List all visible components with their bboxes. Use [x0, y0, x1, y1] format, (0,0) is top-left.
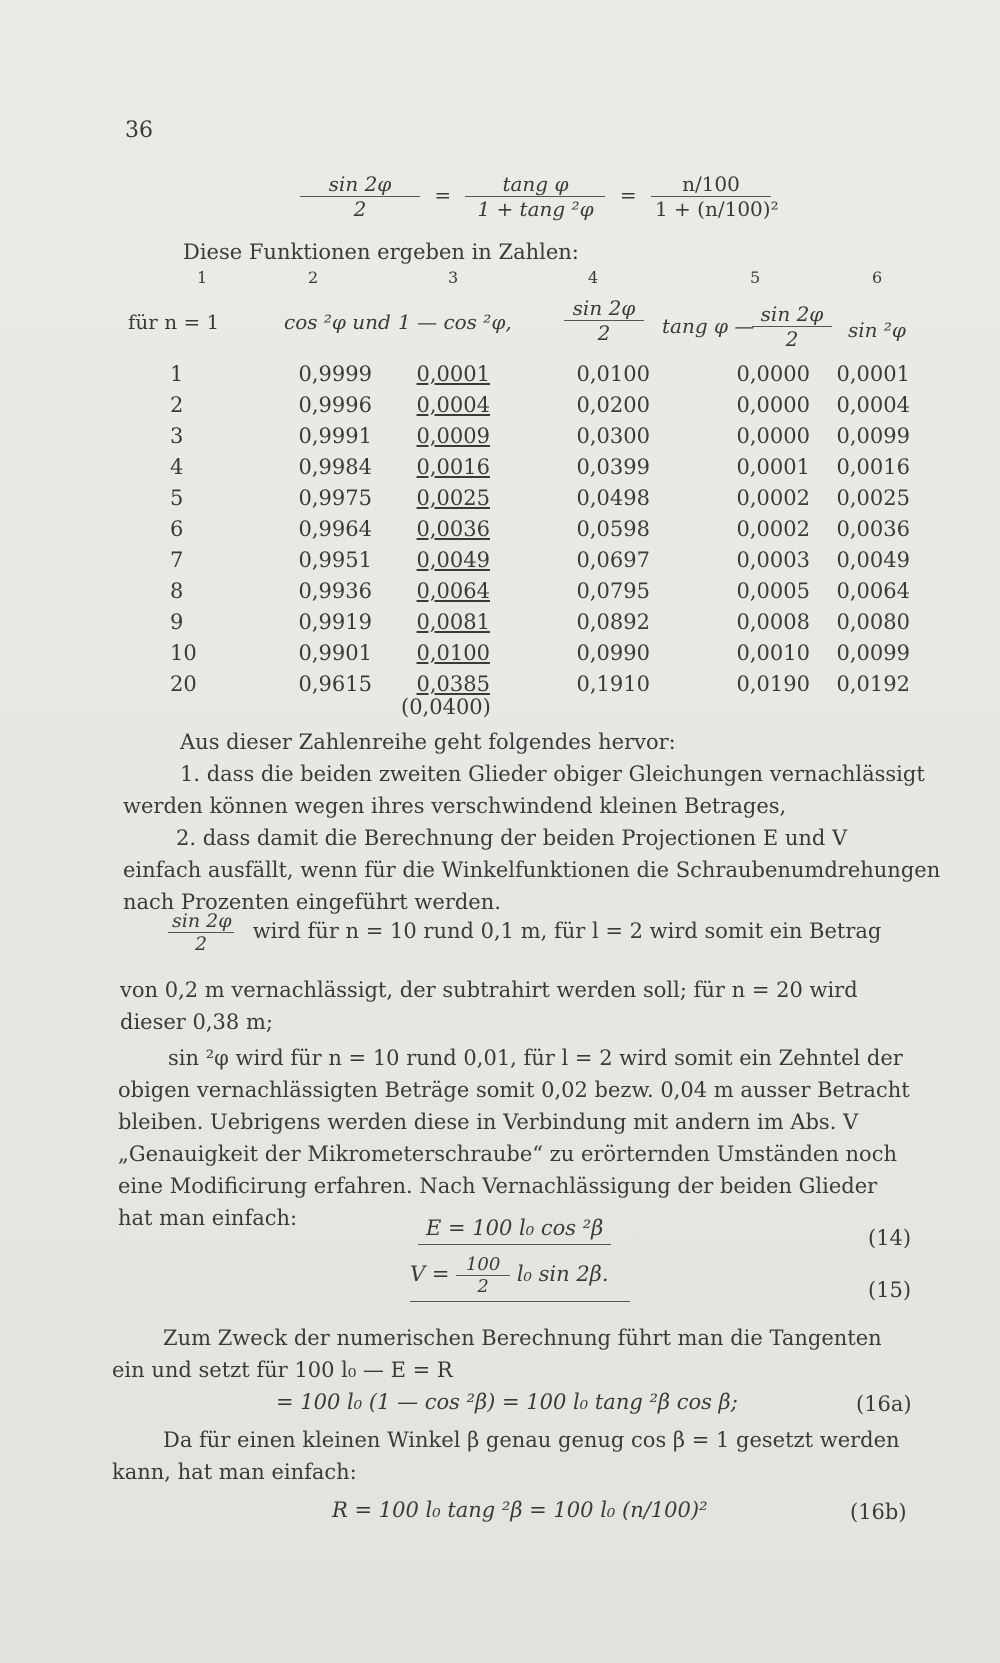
- table-cell: 0,0200: [576, 392, 650, 417]
- col-number-4: 4: [588, 268, 599, 287]
- table-row: [170, 637, 910, 668]
- table-cell: 0,0064: [836, 578, 910, 603]
- table-cell: 20: [170, 671, 197, 696]
- equation-16b-number: (16b): [850, 1500, 907, 1524]
- para-4-line-4: „Genauigkeit der Mikrometerschraube“ zu erörternden Umständen noch: [118, 1142, 897, 1166]
- para-6-line-1: Da für einen kleinen Winkel β genau genug cos β = 1 gesetzt werden: [163, 1428, 900, 1452]
- table-cell: 0,0036: [836, 516, 910, 541]
- table-row: [170, 482, 910, 513]
- table-cell: 0,0049: [416, 547, 490, 572]
- table-cell: 10: [170, 640, 197, 665]
- table-cell: 0,0598: [576, 516, 650, 541]
- table-cell: 0,9964: [298, 516, 372, 541]
- table-row: [170, 420, 910, 451]
- table-cell: 0,0002: [736, 516, 810, 541]
- fraction-tang: $\frac{\text{tang φ}}{\text{1 + tang ²φ}}$: [465, 172, 605, 221]
- table-cell: 0,0000: [736, 392, 810, 417]
- table-cell: 0,0009: [416, 423, 490, 448]
- table-cell: 0,0001: [836, 361, 910, 386]
- table-cell: 0,0000: [736, 361, 810, 386]
- table-cell: 0,9936: [298, 578, 372, 603]
- para-3-line-1: $\frac{\sin 2\varphi}{2}$ wird für n = 10 rund 0,1 m, für l = 2 wird somit ein Betrag: [168, 910, 881, 955]
- para-4-line-1: sin ²φ wird für n = 10 rund 0,01, für l = 2 wird somit ein Zehntel der: [168, 1046, 903, 1070]
- header-fuer-n: für n = 1: [128, 310, 220, 334]
- table-cell: 0,0010: [736, 640, 810, 665]
- table-cell: 0,0099: [836, 640, 910, 665]
- table-cell: 0,0399: [576, 454, 650, 479]
- table-cell: 0,9999: [298, 361, 372, 386]
- table-cell: 0,9991: [298, 423, 372, 448]
- table-cell: 0,0990: [576, 640, 650, 665]
- function-table: [170, 358, 910, 699]
- table-cell: 0,0008: [736, 609, 810, 634]
- table-cell: 0,0001: [736, 454, 810, 479]
- table-cell: 0,0001: [416, 361, 490, 386]
- table-cell: 0,9984: [298, 454, 372, 479]
- para-4-line-5: eine Modificirung erfahren. Nach Vernachlässigung der beiden Glieder: [118, 1174, 878, 1198]
- table-row: [170, 575, 910, 606]
- para-4-line-3: bleiben. Uebrigens werden diese in Verbindung mit andern im Abs. V: [118, 1110, 859, 1134]
- intro-text: Diese Funktionen ergeben in Zahlen:: [183, 240, 579, 264]
- table-cell: 4: [170, 454, 184, 479]
- table-cell: 9: [170, 609, 184, 634]
- table-cell: 1: [170, 361, 184, 386]
- header-c5-frac: $\frac{\sin 2\varphi}{2}$: [752, 302, 832, 351]
- table-cell: 0,0000: [736, 423, 810, 448]
- table-cell: 0,0100: [576, 361, 650, 386]
- table-cell: 6: [170, 516, 184, 541]
- top-equation: $\frac{\sin 2\varphi}{2}$ = $\frac{\text{tang φ}}{\text{1 + tang ²φ}}$ = $\frac{n/100}{\text{1 + (n/100)²}}$: [300, 172, 771, 221]
- table-cell: 0,0100: [416, 640, 490, 665]
- table-cell: 0,0004: [416, 392, 490, 417]
- table-cell: 0,0049: [836, 547, 910, 572]
- col-number-2: 2: [308, 268, 319, 287]
- equation-16a: = 100 l₀ (1 — cos ²β) = 100 l₀ tang ²β cos β;: [276, 1390, 738, 1414]
- table-cell: 0,9975: [298, 485, 372, 510]
- para-5-line-2: ein und setzt für 100 l₀ — E = R: [112, 1358, 453, 1382]
- table-cell: 0,9901: [298, 640, 372, 665]
- table-cell: 0,0004: [836, 392, 910, 417]
- table-cell: 0,0192: [836, 671, 910, 696]
- table-cell: 3: [170, 423, 184, 448]
- header-sin2phi-half: $\frac{\sin 2\varphi}{2}$: [564, 296, 644, 345]
- table-cell: 0,0697: [576, 547, 650, 572]
- equation-15: V = $\frac{100}{2}$ l₀ sin 2β.: [410, 1254, 630, 1302]
- col-number-1: 1: [197, 268, 208, 287]
- fraction-sin2phi-2: $\frac{\sin 2\varphi}{2}$: [168, 910, 234, 955]
- equation-16a-number: (16a): [856, 1392, 912, 1416]
- table-row: [170, 544, 910, 575]
- table-row: [170, 451, 910, 482]
- table-header: [0, 296, 1000, 360]
- table-cell: 2: [170, 392, 184, 417]
- header-one-minus-cos: 1 — cos ²φ,: [398, 310, 512, 334]
- table-cell: 0,0080: [836, 609, 910, 634]
- table-row: [170, 606, 910, 637]
- page-number: 36: [125, 118, 153, 143]
- col-number-5: 5: [750, 268, 761, 287]
- table-cell: 0,9996: [298, 392, 372, 417]
- table-cell: 0,0064: [416, 578, 490, 603]
- para-5-line-1: Zum Zweck der numerischen Berechnung führt man die Tangenten: [163, 1326, 882, 1350]
- table-cell: 0,0190: [736, 671, 810, 696]
- fraction-100-2: $\frac{100}{2}$: [456, 1254, 510, 1297]
- table-cell: 0,0385: [416, 671, 490, 696]
- table-cell: 0,0036: [416, 516, 490, 541]
- table-cell: 0,0099: [836, 423, 910, 448]
- table-cell: 0,0005: [736, 578, 810, 603]
- item-2-line-2: einfach ausfällt, wenn für die Winkelfunktionen die Schraubenumdrehungen: [123, 858, 941, 882]
- table-cell: 0,0025: [416, 485, 490, 510]
- para-1: Aus dieser Zahlenreihe geht folgendes hervor:: [180, 730, 676, 754]
- table-row: [170, 668, 910, 699]
- table-cell: 0,0892: [576, 609, 650, 634]
- equation-15-number: (15): [868, 1278, 912, 1302]
- para-6-line-2: kann, hat man einfach:: [112, 1460, 357, 1484]
- col-number-6: 6: [872, 268, 883, 287]
- table-cell: 0,9951: [298, 547, 372, 572]
- para-3-line-3: dieser 0,38 m;: [120, 1010, 273, 1034]
- table-cell: 0,0300: [576, 423, 650, 448]
- table-cell: 0,0016: [416, 454, 490, 479]
- equation-14-number: (14): [868, 1226, 912, 1250]
- table-row: [170, 358, 910, 389]
- item-1-line-2: werden können wegen ihres verschwindend kleinen Betrages,: [123, 794, 787, 818]
- para-4-line-6: hat man einfach:: [118, 1206, 298, 1230]
- para-3-line-2: von 0,2 m vernachlässigt, der subtrahirt werden soll; für n = 20 wird: [120, 978, 858, 1002]
- equation-14: E = 100 l₀ cos ²β: [418, 1216, 611, 1245]
- header-cos2phi: cos ²φ und: [284, 310, 391, 334]
- col-numbers: [0, 268, 1000, 290]
- table-cell: 0,0003: [736, 547, 810, 572]
- table-cell: 8: [170, 578, 184, 603]
- table-cell: 5: [170, 485, 184, 510]
- col-number-3: 3: [448, 268, 459, 287]
- table-cell: 0,1910: [576, 671, 650, 696]
- fraction-n100: $\frac{n/100}{\text{1 + (n/100)²}}$: [651, 172, 771, 221]
- table-cell: 0,0016: [836, 454, 910, 479]
- table-cell: 0,9919: [298, 609, 372, 634]
- item-1-line-1: 1. dass die beiden zweiten Glieder obiger Gleichungen vernachlässigt: [180, 762, 925, 786]
- table-row: [170, 389, 910, 420]
- header-tang-minus: tang φ —: [662, 314, 755, 338]
- fraction-sin2phi: $\frac{\sin 2\varphi}{2}$: [300, 172, 420, 221]
- para-4-line-2: obigen vernachlässigten Beträge somit 0,02 bezw. 0,04 m ausser Betracht: [118, 1078, 910, 1102]
- table-cell: 0,9615: [298, 671, 372, 696]
- table-cell: 0,0025: [836, 485, 910, 510]
- table-cell: 0,0498: [576, 485, 650, 510]
- table-cell: 0,0002: [736, 485, 810, 510]
- row-extra-value: (0,0400): [401, 695, 491, 719]
- table-cell: 0,0081: [416, 609, 490, 634]
- table-row: [170, 513, 910, 544]
- header-sin2: sin ²φ: [848, 318, 906, 342]
- table-cell: 7: [170, 547, 184, 572]
- item-2-line-3: nach Prozenten eingeführt werden.: [123, 890, 501, 914]
- equation-16b: R = 100 l₀ tang ²β = 100 l₀ (n/100)²: [332, 1498, 708, 1522]
- table-cell: 0,0795: [576, 578, 650, 603]
- item-2-line-1: 2. dass damit die Berechnung der beiden Projectionen E und V: [176, 826, 848, 850]
